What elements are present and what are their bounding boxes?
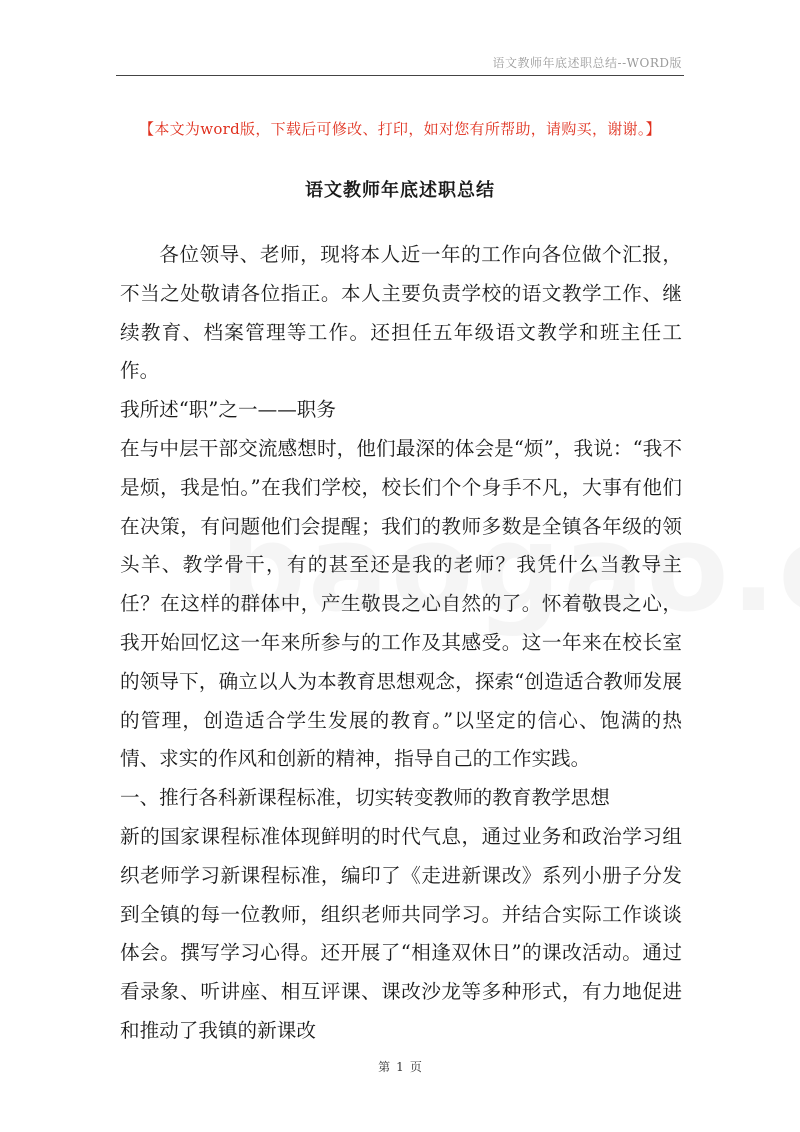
- curriculum-paragraph: 新的国家课程标准体现鲜明的时代气息，通过业务和政治学习组织老师学习新课程标准，编印了《走进新课改》系列小册子分发到全镇的每一位教师，组织老师共同学习。并结合实际工作谈谈体会。撰写学习心得。还开展了“相逢双休日”的课改活动。通过看录象、听讲座、相互评课、课改沙龙等多种形式，有力地促进和推动了我镇的新课改: [120, 824, 682, 1042]
- section-heading-curriculum: 一、推行各科新课程标准，切实转变教师的教育教学思想: [120, 786, 610, 810]
- footer-prefix: 第: [378, 1060, 391, 1074]
- running-header: 语文教师年底述职总结--WORD版: [492, 56, 682, 70]
- footer-suffix: 页: [409, 1060, 422, 1074]
- section-heading-duty: 我所述“职”之一——职务: [120, 398, 336, 422]
- intro-paragraph: 各位领导、老师，现将本人近一年的工作向各位做个汇报，不当之处敬请各位指正。本人主要负责学校的语文教学工作、继续教育、档案管理等工作。还担任五年级语文教学和班主任工作。: [120, 243, 682, 383]
- document-body: [120, 236, 682, 1051]
- download-notice: 【本文为word版，下载后可修改、打印，如对您有所帮助，请购买，谢谢。】: [139, 120, 661, 138]
- duty-paragraph: 在与中层干部交流感想时，他们最深的体会是“烦”，我说：“我不是烦，我是怕。”在我们学校，校长们个个身手不凡，大事有他们在决策，有问题他们会提醒；我们的教师多数是全镇各年级的领头羊、教学骨干，有的甚至还是我的老师？我凭什么当教导主任？在这样的群体中，产生敬畏之心自然的了。怀着敬畏之心，我开始回忆这一年来所参与的工作及其感受。这一年来在校长室的领导下，确立以人为本教育思想观念，探索“创造适合教师发展的管理，创造适合学生发展的教育。”以坚定的信心、饱满的热情、求实的作风和创新的精神，指导自己的工作实践。: [120, 436, 682, 771]
- page-footer: [0, 1058, 800, 1075]
- page-title: 语文教师年底述职总结: [305, 180, 495, 201]
- header-divider: [116, 75, 684, 76]
- page-number: 1: [396, 1060, 404, 1074]
